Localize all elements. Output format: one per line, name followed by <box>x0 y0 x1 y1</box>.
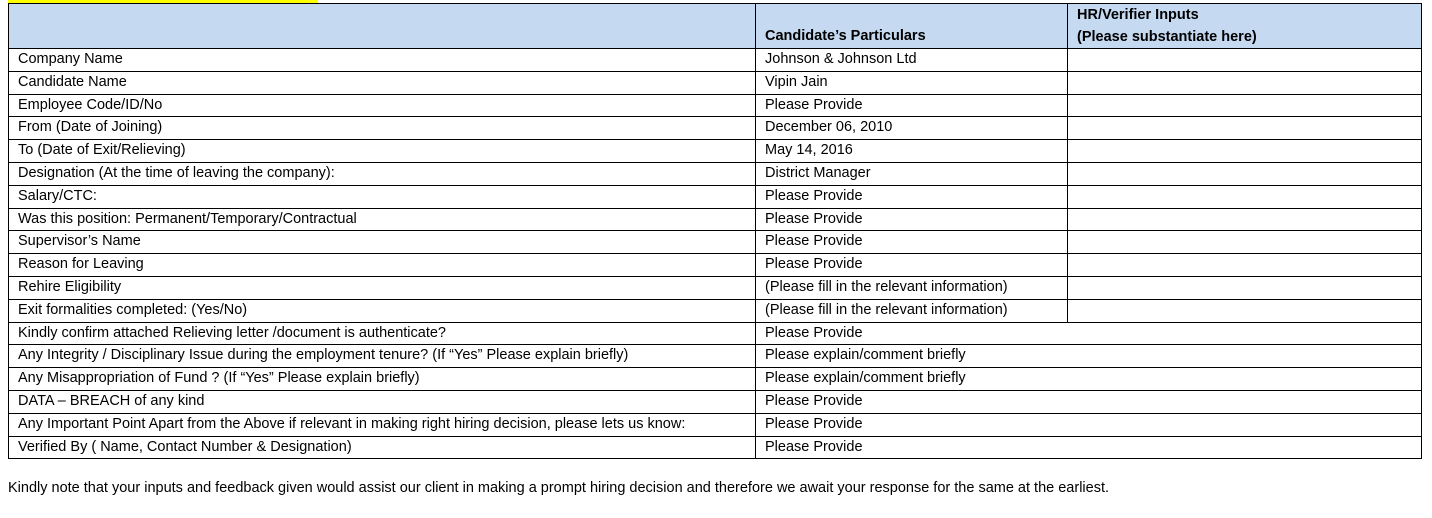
row-label: From (Date of Joining) <box>9 117 756 140</box>
hr-input-cell[interactable] <box>1068 276 1422 299</box>
row-value: (Please fill in the relevant information) <box>756 299 1068 322</box>
row-value: Please Provide <box>756 390 1422 413</box>
table-row <box>9 94 1422 117</box>
table-row <box>9 276 1422 299</box>
hr-input-cell[interactable] <box>1068 208 1422 231</box>
table-row <box>9 413 1422 436</box>
header-candidate-particulars: Candidate’s Particulars <box>756 4 1068 49</box>
row-value: December 06, 2010 <box>756 117 1068 140</box>
header-hr-verifier-inputs <box>1068 4 1422 49</box>
header-hr-verifier-title: HR/Verifier Inputs <box>1077 7 1199 23</box>
row-label: Employee Code/ID/No <box>9 94 756 117</box>
table-row <box>9 390 1422 413</box>
row-value: Vipin Jain <box>756 71 1068 94</box>
footer-note: Kindly note that your inputs and feedback given would assist our client in making a prompt hiring decision and therefore we await your response for the same at the earliest. <box>8 480 1110 496</box>
header-field-column <box>9 4 756 49</box>
row-value: Please explain/comment briefly <box>756 368 1422 391</box>
table-row <box>9 345 1422 368</box>
row-label: Any Integrity / Disciplinary Issue during the employment tenure? (If “Yes” Please explain briefly) <box>9 345 756 368</box>
hr-input-cell[interactable] <box>1068 299 1422 322</box>
hr-input-cell[interactable] <box>1068 49 1422 72</box>
row-label: Supervisor’s Name <box>9 231 756 254</box>
hr-input-cell[interactable] <box>1068 71 1422 94</box>
table-row <box>9 117 1422 140</box>
hr-input-cell[interactable] <box>1068 117 1422 140</box>
row-value: Johnson & Johnson Ltd <box>756 49 1068 72</box>
row-value: Please Provide <box>756 254 1068 277</box>
table-row <box>9 322 1422 345</box>
row-value: Please Provide <box>756 231 1068 254</box>
row-value: Please explain/comment briefly <box>756 345 1422 368</box>
table-row <box>9 231 1422 254</box>
row-label: Verified By ( Name, Contact Number & Designation) <box>9 436 756 459</box>
row-label: Reason for Leaving <box>9 254 756 277</box>
table-row <box>9 368 1422 391</box>
row-value: Please Provide <box>756 436 1422 459</box>
row-label: Rehire Eligibility <box>9 276 756 299</box>
table-row <box>9 185 1422 208</box>
table-row <box>9 162 1422 185</box>
hr-input-cell[interactable] <box>1068 140 1422 163</box>
row-label: Exit formalities completed: (Yes/No) <box>9 299 756 322</box>
hr-input-cell[interactable] <box>1068 254 1422 277</box>
table-header-row <box>9 4 1422 49</box>
row-value: Please Provide <box>756 322 1422 345</box>
table-row <box>9 436 1422 459</box>
row-value: Please Provide <box>756 413 1422 436</box>
table-row <box>9 49 1422 72</box>
row-label: To (Date of Exit/Relieving) <box>9 140 756 163</box>
row-label: Kindly confirm attached Relieving letter /document is authenticate? <box>9 322 756 345</box>
row-label: Candidate Name <box>9 71 756 94</box>
hr-input-cell[interactable] <box>1068 231 1422 254</box>
row-value: District Manager <box>756 162 1068 185</box>
header-hr-verifier-subtitle: (Please substantiate here) <box>1077 28 1257 45</box>
table-row <box>9 140 1422 163</box>
hr-input-cell[interactable] <box>1068 162 1422 185</box>
row-label: Was this position: Permanent/Temporary/Contractual <box>9 208 756 231</box>
verification-table <box>8 3 1422 459</box>
row-label: Designation (At the time of leaving the company): <box>9 162 756 185</box>
table-row <box>9 208 1422 231</box>
row-value: May 14, 2016 <box>756 140 1068 163</box>
hr-input-cell[interactable] <box>1068 94 1422 117</box>
hr-input-cell[interactable] <box>1068 185 1422 208</box>
row-value: (Please fill in the relevant information) <box>756 276 1068 299</box>
table-row <box>9 254 1422 277</box>
table-row <box>9 71 1422 94</box>
row-value: Please Provide <box>756 208 1068 231</box>
row-label: Any Important Point Apart from the Above if relevant in making right hiring decision, please lets us know: <box>9 413 756 436</box>
row-value: Please Provide <box>756 94 1068 117</box>
row-label: Company Name <box>9 49 756 72</box>
row-label: Salary/CTC: <box>9 185 756 208</box>
table-row <box>9 299 1422 322</box>
row-value: Please Provide <box>756 185 1068 208</box>
row-label: Any Misappropriation of Fund ? (If “Yes” Please explain briefly) <box>9 368 756 391</box>
row-label: DATA – BREACH of any kind <box>9 390 756 413</box>
